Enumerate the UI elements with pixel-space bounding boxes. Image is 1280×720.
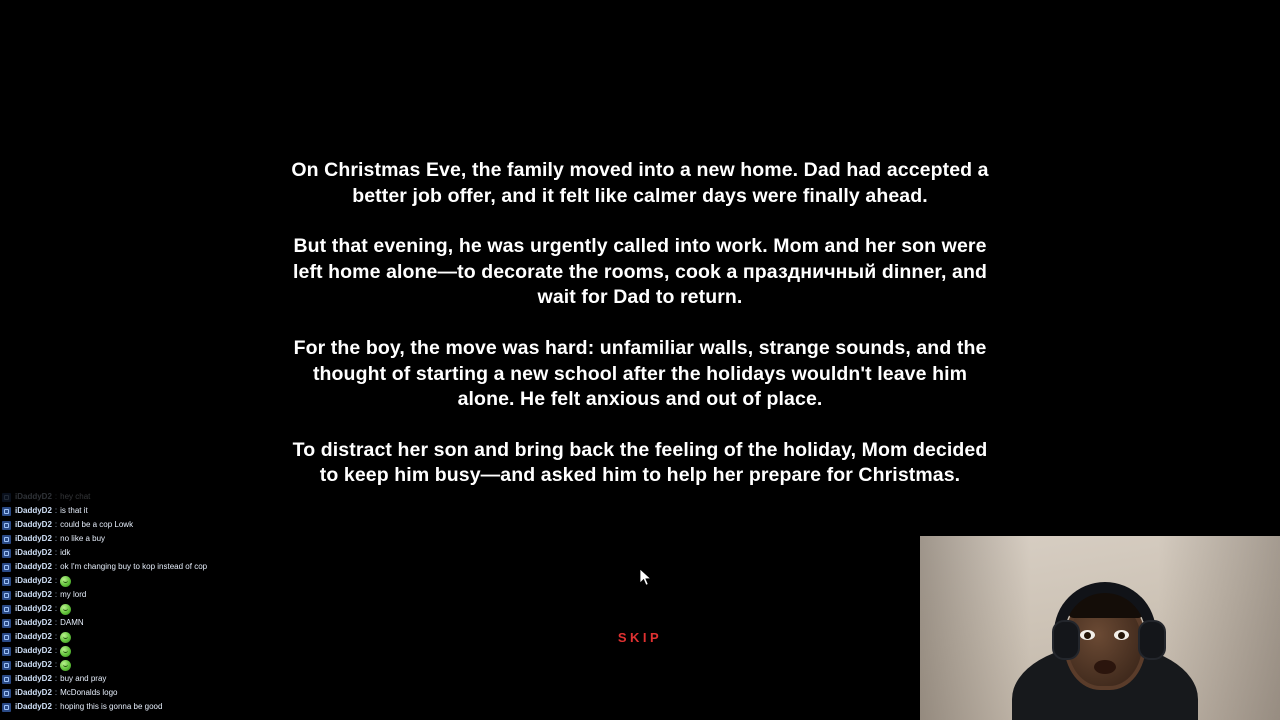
chat-message-text: McDonalds logo <box>60 688 118 697</box>
chat-username[interactable]: iDaddyD2 <box>15 632 52 641</box>
chat-message-text: idk <box>60 548 71 557</box>
chat-message-text: ok I'm changing buy to kop instead of cop <box>60 562 208 571</box>
chat-badge-icon <box>2 591 11 600</box>
chat-message-text: DAMN <box>60 618 84 627</box>
chat-emote-icon <box>60 646 71 657</box>
chat-separator: : <box>54 702 58 711</box>
chat-separator: : <box>54 604 58 613</box>
chat-badge-icon <box>2 703 11 712</box>
chat-message-row <box>2 588 332 602</box>
chat-username[interactable]: iDaddyD2 <box>15 506 52 515</box>
chat-message-row <box>2 504 332 518</box>
chat-separator: : <box>54 632 58 641</box>
chat-badge-icon <box>2 493 11 502</box>
story-paragraph-3: For the boy, the move was hard: unfamiliar walls, strange sounds, and the thought of starting a new school after the holidays wouldn't leave him alone. He felt anxious and out of place. <box>293 336 992 411</box>
chat-message-text: buy and pray <box>60 674 107 683</box>
chat-username[interactable]: iDaddyD2 <box>15 674 52 683</box>
chat-username[interactable]: iDaddyD2 <box>15 562 52 571</box>
chat-username[interactable]: iDaddyD2 <box>15 520 52 529</box>
chat-username[interactable]: iDaddyD2 <box>15 534 52 543</box>
chat-badge-icon <box>2 633 11 642</box>
chat-separator: : <box>54 660 58 669</box>
chat-badge-icon <box>2 619 11 628</box>
chat-separator: : <box>54 534 58 543</box>
headphones-earcup-right-icon <box>1138 620 1166 660</box>
mouse-cursor-icon <box>640 569 652 587</box>
chat-separator: : <box>54 492 58 501</box>
chat-username[interactable]: iDaddyD2 <box>15 646 52 655</box>
chat-message-row <box>2 574 332 588</box>
chat-message-text: no like a buy <box>60 534 106 543</box>
chat-badge-icon <box>2 549 11 558</box>
chat-emote-icon <box>60 660 71 671</box>
chat-separator: : <box>54 618 58 627</box>
chat-message-row <box>2 644 332 658</box>
webcam-overlay <box>920 536 1280 720</box>
chat-message-row <box>2 616 332 630</box>
chat-message-row <box>2 630 332 644</box>
chat-username[interactable]: iDaddyD2 <box>15 590 52 599</box>
chat-separator: : <box>54 576 58 585</box>
chat-overlay <box>0 490 332 720</box>
chat-emote-icon <box>60 632 71 643</box>
chat-username[interactable]: iDaddyD2 <box>15 492 52 501</box>
chat-separator: : <box>54 562 58 571</box>
chat-badge-icon <box>2 507 11 516</box>
chat-username[interactable]: iDaddyD2 <box>15 576 52 585</box>
chat-message-row <box>2 658 332 672</box>
chat-username[interactable]: iDaddyD2 <box>15 702 52 711</box>
chat-badge-icon <box>2 689 11 698</box>
chat-badge-icon <box>2 675 11 684</box>
chat-message-text: could be a cop Lowk <box>60 520 134 529</box>
chat-badge-icon <box>2 661 11 670</box>
story-paragraph-2: But that evening, he was urgently called into work. Mom and her son were left home alone—to decorate the rooms, cook a праздничный dinner, and wait for Dad to return. <box>292 235 993 309</box>
chat-message-text: hoping this is gonna be good <box>60 702 163 711</box>
webcam-person-mouth <box>1094 660 1116 674</box>
chat-message-row <box>2 532 332 546</box>
chat-separator: : <box>54 520 58 529</box>
story-paragraph-4: To distract her son and bring back the feeling of the holiday, Mom decided to keep him busy—and asked him to help her prepare for Christmas. <box>292 438 993 487</box>
chat-emote-icon <box>60 576 71 587</box>
chat-message-row <box>2 518 332 532</box>
chat-message-text: hey chat <box>60 492 91 501</box>
headphones-earcup-left-icon <box>1052 620 1080 660</box>
chat-message-row <box>2 602 332 616</box>
chat-separator: : <box>54 688 58 697</box>
chat-username[interactable]: iDaddyD2 <box>15 548 52 557</box>
chat-separator: : <box>54 590 58 599</box>
chat-message-row <box>2 700 332 714</box>
chat-message-text: is that it <box>60 506 88 515</box>
chat-badge-icon <box>2 605 11 614</box>
chat-message-row <box>2 560 332 574</box>
chat-badge-icon <box>2 535 11 544</box>
chat-message-row <box>2 672 332 686</box>
chat-badge-icon <box>2 521 11 530</box>
chat-separator: : <box>54 548 58 557</box>
chat-badge-icon <box>2 647 11 656</box>
chat-username[interactable]: iDaddyD2 <box>15 660 52 669</box>
chat-message-row <box>2 546 332 560</box>
chat-badge-icon <box>2 563 11 572</box>
skip-button[interactable]: SKIP <box>617 630 663 645</box>
chat-message-row <box>2 686 332 700</box>
chat-message-text: my lord <box>60 590 87 599</box>
chat-message-row <box>2 490 332 504</box>
chat-separator: : <box>54 674 58 683</box>
story-text-block <box>290 158 995 489</box>
chat-separator: : <box>54 646 58 655</box>
chat-username[interactable]: iDaddyD2 <box>15 688 52 697</box>
chat-emote-icon <box>60 604 71 615</box>
chat-separator: : <box>54 506 58 515</box>
chat-username[interactable]: iDaddyD2 <box>15 604 52 613</box>
chat-badge-icon <box>2 577 11 586</box>
chat-username[interactable]: iDaddyD2 <box>15 618 52 627</box>
story-paragraph-1: On Christmas Eve, the family moved into a new home. Dad had accepted a better job offer, and it felt like calmer days were finally ahead. <box>291 159 995 207</box>
